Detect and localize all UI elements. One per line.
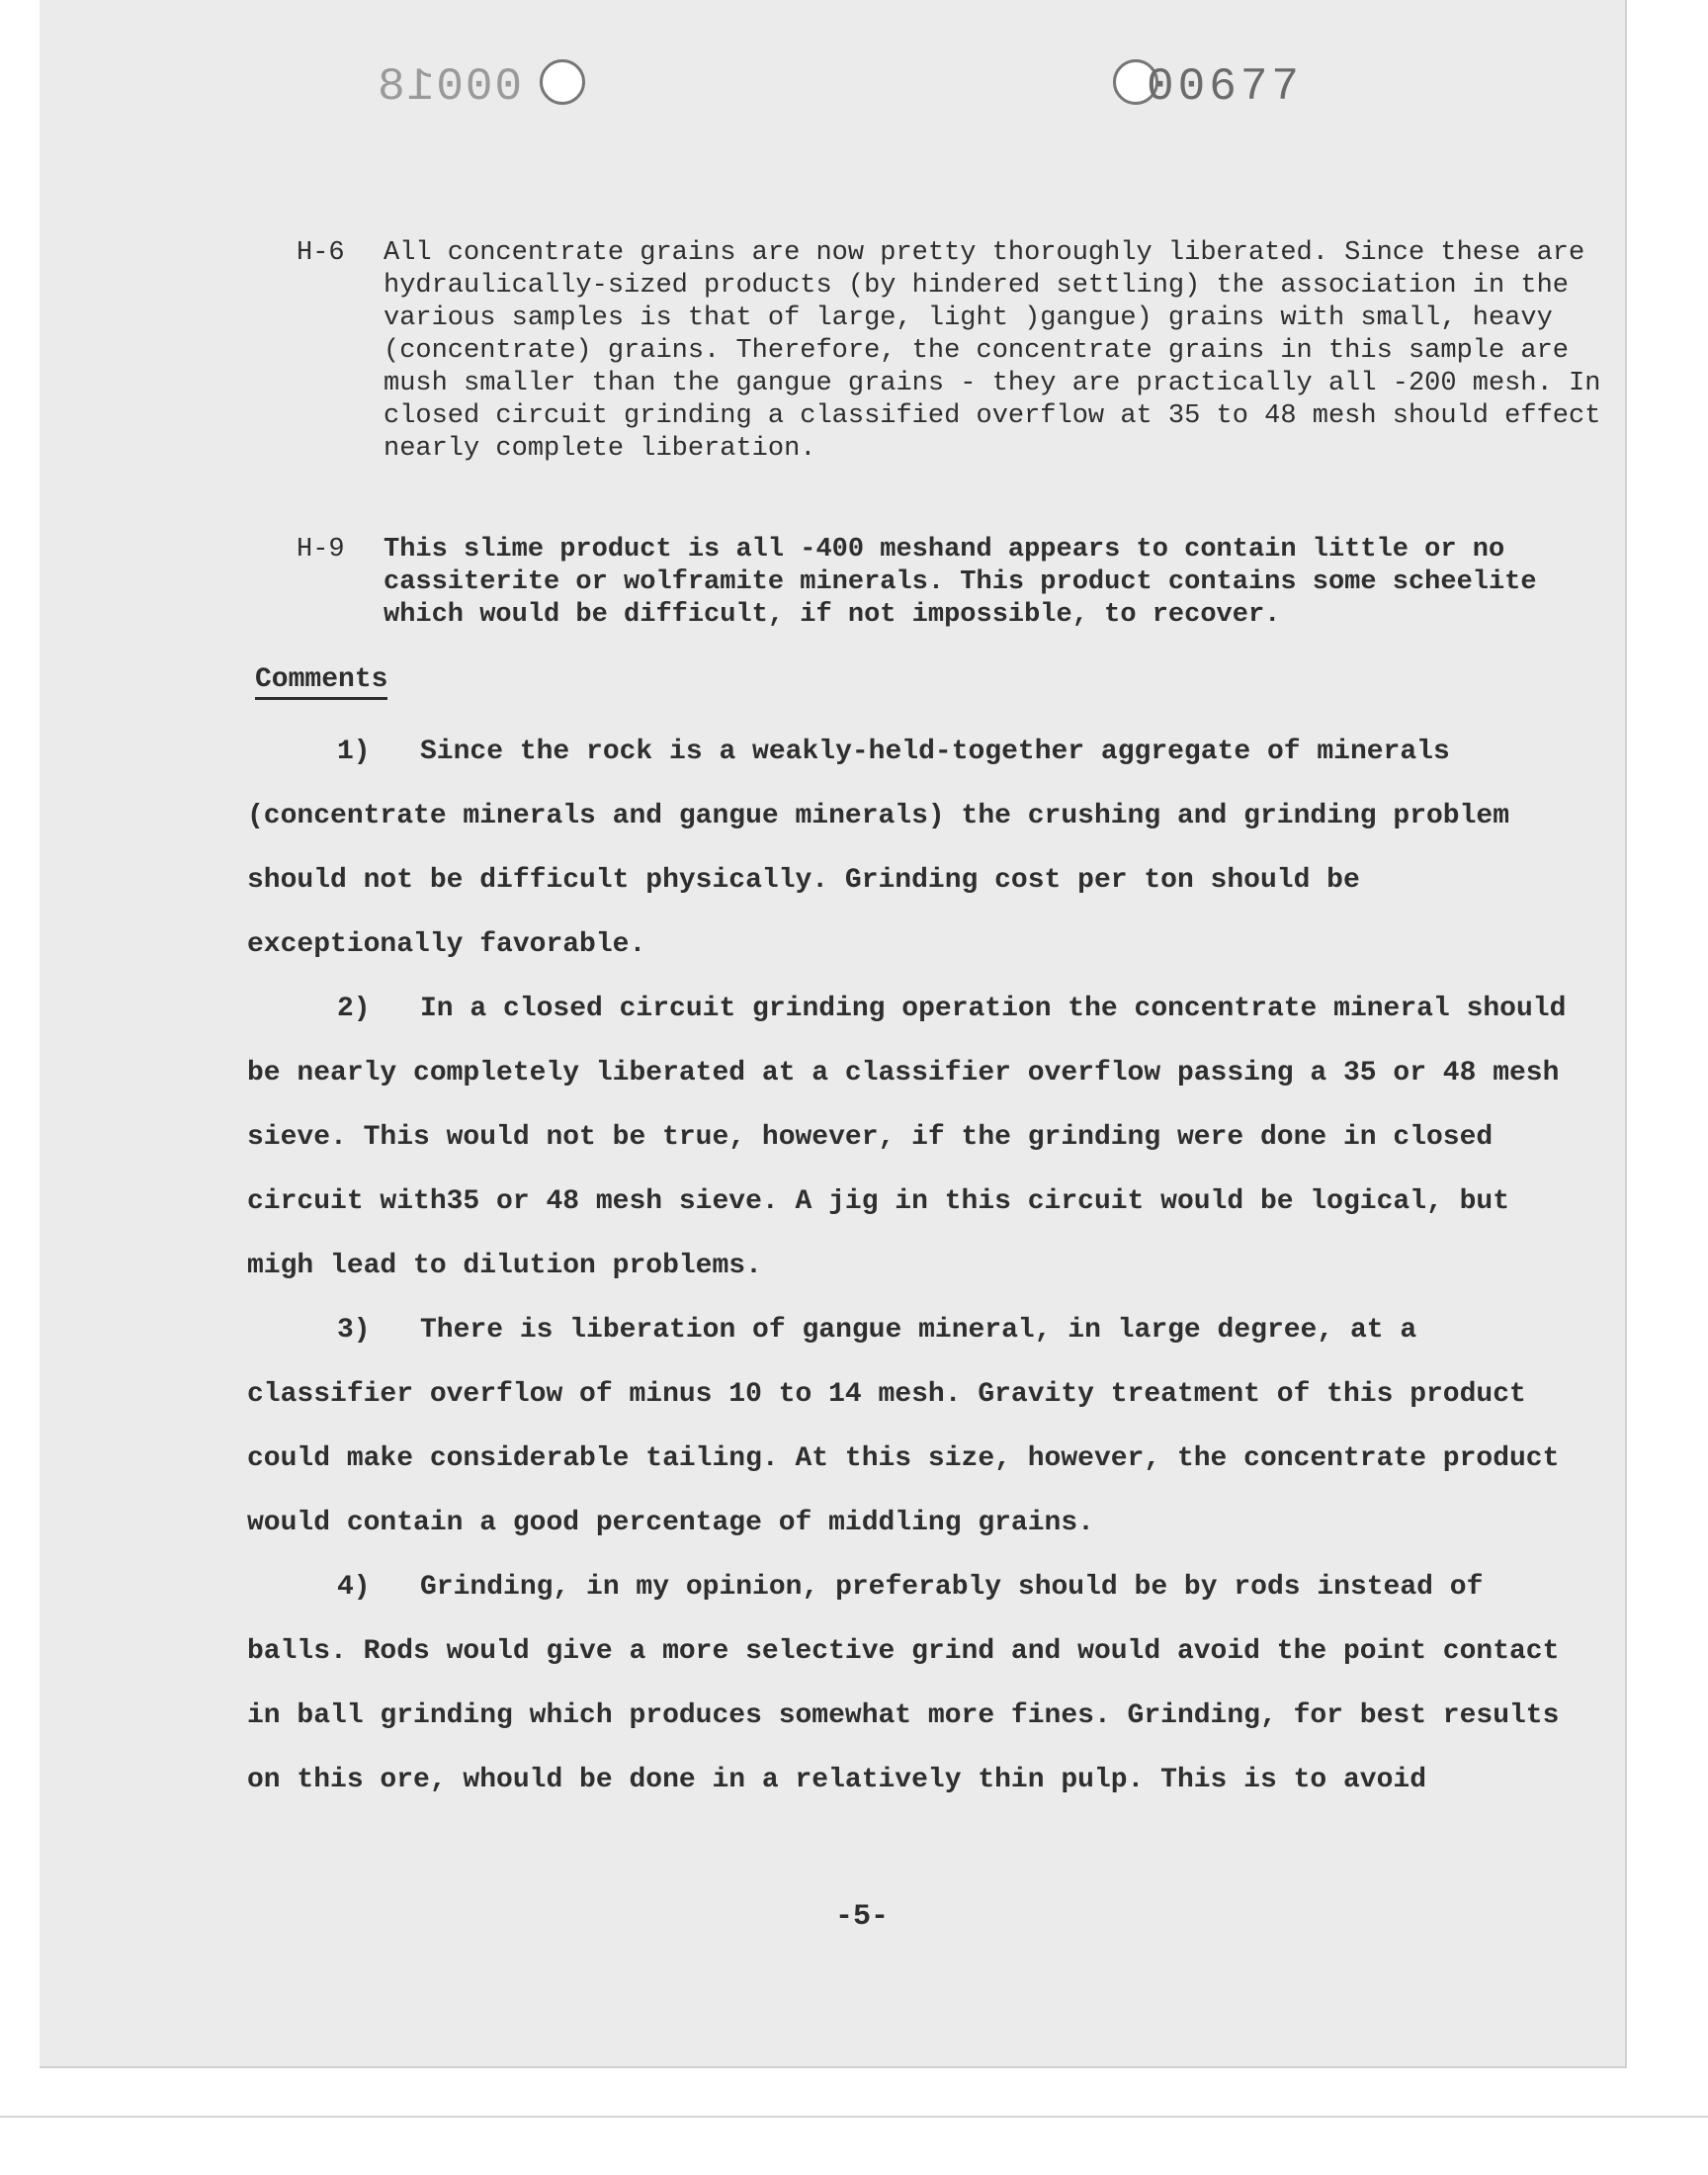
comment-item [247,720,1591,977]
comment-number: 1) [337,737,371,767]
scan-bottom-rule [0,2116,1708,2118]
entry-code: H-9 [297,535,345,565]
entry-code: H-6 [297,238,345,268]
comment-number: 4) [337,1572,371,1603]
comment-text: In a closed circuit grinding operation the concentrate mineral should be nearly completely liberated at a classifier overflow passing a 35 or 48 mesh sieve. This would not be true, however, if the grinding were done in closed circuit with35 or 48 mesh sieve. A jig in this circuit would be logical, but migh lead to dilution problems. [247,994,1567,1281]
comment-item [247,977,1591,1298]
page-number: -5- [835,1900,890,1934]
document-page [40,0,1627,2068]
page-code-number: 00677 [1147,61,1304,113]
comments-list [247,720,1591,1812]
comment-number: 2) [337,994,371,1024]
comment-text: There is liberation of gangue mineral, in large degree, at a classifier overflow of minus 10 to 14 mesh. Gravity treatment of this product could make considerable tailing. At this size, however, the concentrate product would contain a good percentage of middling grains. [247,1315,1560,1538]
entry-text: All concentrate grains are now pretty thoroughly liberated. Since these are hydraulically-sized products (by hindered settling) the association in the various samples is that of large, light )gangue) grains with small, heavy (concentrate) grains. Therefore, the concentrate grains in this sample are mush smaller than the gangue grains - they are practically all -200 mesh. In closed circuit grinding a classified overflow at 35 to 48 mesh should effect nearly complete liberation. [384,238,1601,464]
comments-heading: Comments [255,664,387,700]
entry-h6 [297,237,1601,466]
comment-text: Grinding, in my opinion, preferably should be by rods instead of balls. Rods would give a more selective grind and would avoid the point contact in ball grinding which produces somewhat more fines. Grinding, for best results on this ore, whould be done in a relatively thin pulp. This is to avoid [247,1572,1560,1795]
comment-text: Since the rock is a weakly-held-together aggregate of minerals (concentrate minerals and gangue minerals) the crushing and grinding problem should not be difficult physically. Grinding cost per ton should be exceptionally favorable. [247,737,1510,960]
comment-item [247,1298,1591,1555]
mirrored-bleedthrough-number: 00018 [376,61,523,113]
entry-text: This slime product is all -400 meshand appears to contain little or no cassiterite or wolframite minerals. This product contains some scheelite which would be difficult, if not impossible, to recover. [384,535,1537,630]
comment-number: 3) [337,1315,371,1346]
entry-h9 [297,534,1601,632]
punch-hole-left [540,59,585,105]
comment-item [247,1555,1591,1812]
